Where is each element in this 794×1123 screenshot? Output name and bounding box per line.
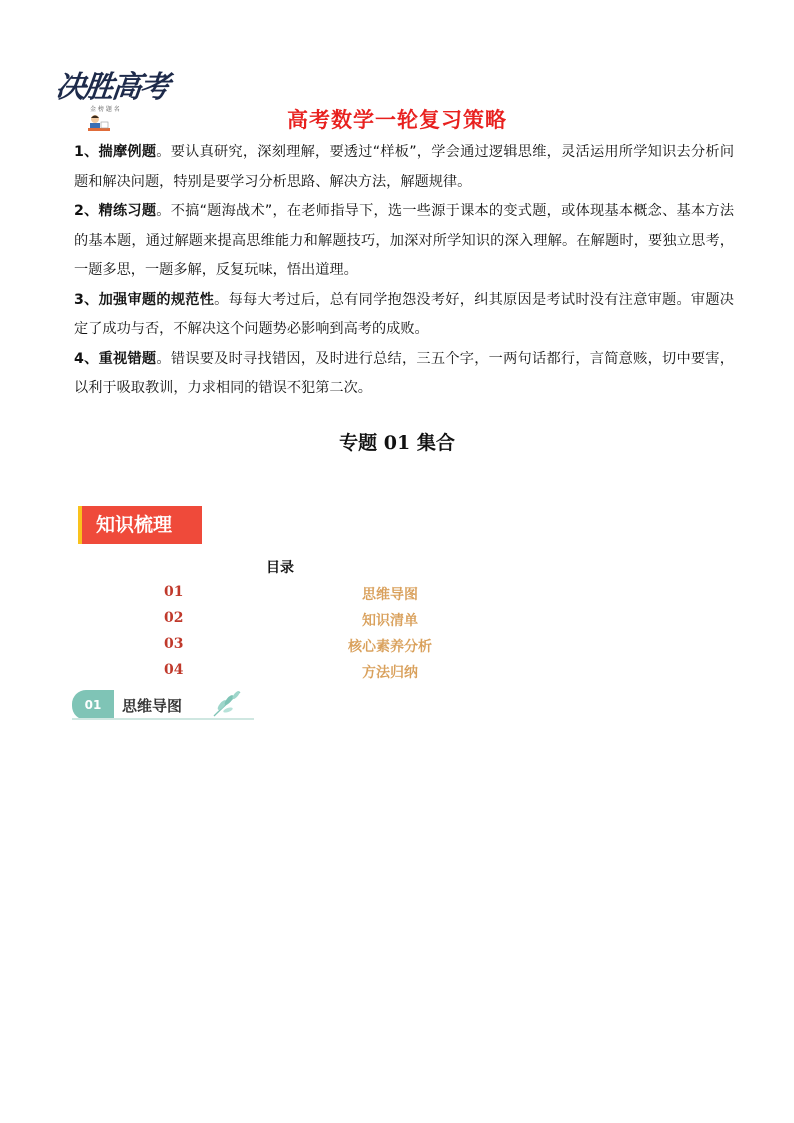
logo-text: 决胜高考 <box>53 70 170 105</box>
main-title: 高考数学一轮复习策略 <box>287 108 507 132</box>
toc-num: 01 <box>164 584 184 600</box>
toc-label: 目录 <box>266 560 294 576</box>
sub-section-banner <box>72 690 254 720</box>
toc-row[interactable] <box>0 610 794 632</box>
toc-num: 04 <box>164 662 184 678</box>
toc-row[interactable] <box>0 636 794 658</box>
strategy-head: 1、揣摩例题 <box>74 144 157 160</box>
section-banner: 知识梳理 <box>78 506 202 544</box>
logo-subtitle: 金 榜 题 名 <box>90 106 120 113</box>
strategy-head: 4、重视错题 <box>74 350 157 367</box>
toc-title[interactable]: 核心素养分析 <box>348 639 432 655</box>
strategy-item <box>74 197 734 286</box>
sub-section-num: 01 <box>72 690 114 720</box>
strategy-head: 2、精练习题 <box>74 203 157 219</box>
toc-title[interactable]: 思维导图 <box>362 587 418 603</box>
strategy-item <box>74 138 734 197</box>
toc-row[interactable] <box>0 584 794 606</box>
strategy-body: 。每每大考过后，总有同学抱怨没考好，纠其原因是考试时没有注意审题。审题决定了成功与否，不解决这个问题势必影响到高考的成败。 <box>74 291 734 337</box>
topic-title: 专题 01 集合 <box>339 432 455 454</box>
strategy-head: 3、加强审题的规范性 <box>74 291 215 308</box>
strategy-body: 。不搞“题海战术”，在老师指导下，选一些源于课本的变式题，或体现基本概念、基本方法的基本题，通过解题来提高思维能力和解题技巧，加深对所学知识的深入理解。在解题时，要独立思考，一题多思，一题多解，反复玩味，悟出道理。 <box>74 203 735 278</box>
sub-section-title: 思维导图 <box>122 697 183 715</box>
toc-num: 03 <box>164 636 184 652</box>
toc-title[interactable]: 方法归纳 <box>362 665 418 681</box>
strategy-list <box>74 138 734 404</box>
strategy-item <box>74 286 734 345</box>
strategy-item <box>74 345 734 404</box>
strategy-body: 。错误要及时寻找错因，及时进行总结，三五个字，一两句话都行，言简意赅，切中要害，以利于吸取教训，力求相同的错误不犯第二次。 <box>74 350 734 396</box>
toc-title[interactable]: 知识清单 <box>362 613 418 629</box>
toc-num: 02 <box>164 610 184 626</box>
strategy-body: 。要认真研究，深刻理解，要透过“样板”，学会通过逻辑思维，灵活运用所学知识去分析问题和解决问题，特别是要学习分析思路、解决方法，解题规律。 <box>74 144 735 190</box>
toc-row[interactable] <box>0 662 794 684</box>
leaf-icon <box>210 690 244 722</box>
